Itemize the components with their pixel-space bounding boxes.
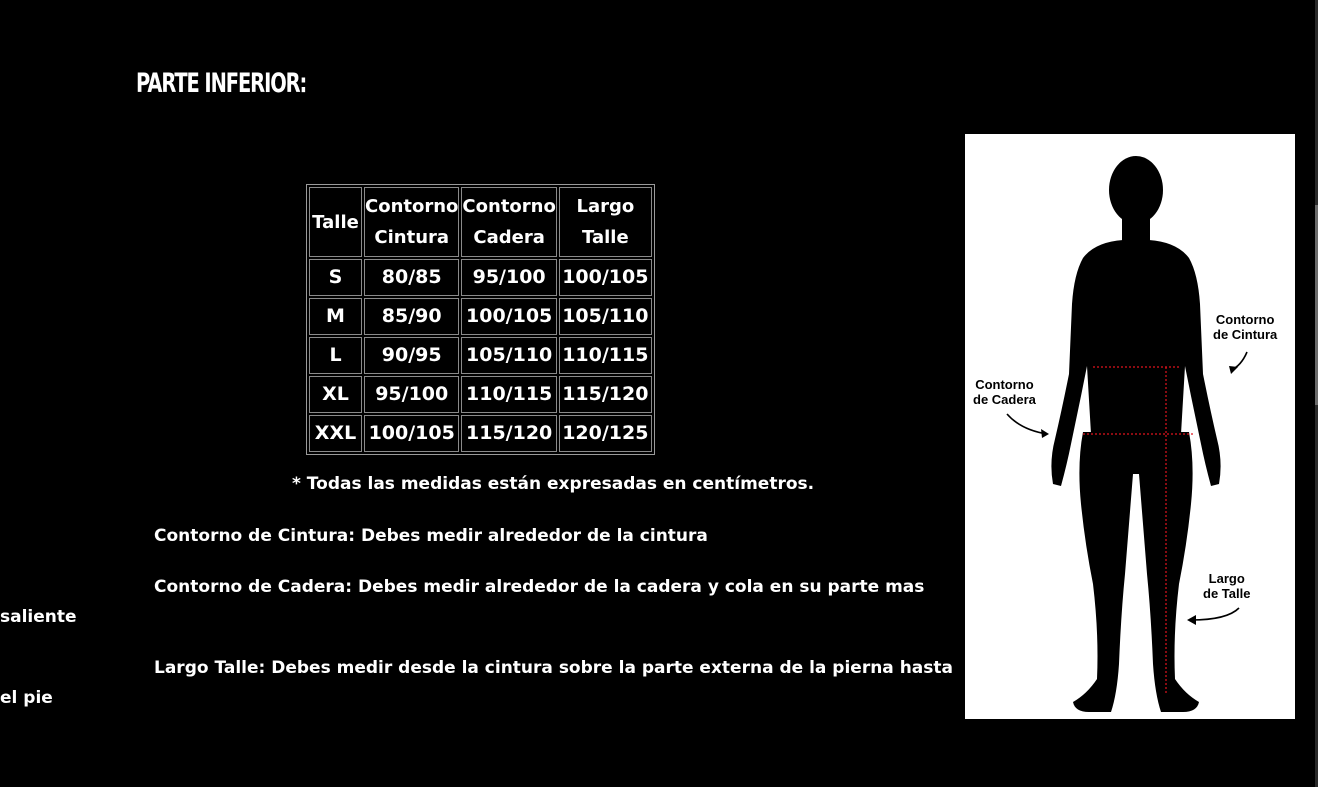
- cell-cintura: 85/90: [364, 298, 459, 335]
- header-contorno-cintura-line2: Cintura: [374, 227, 450, 248]
- header-talle: Talle: [309, 187, 362, 257]
- label-cadera-line2: de Cadera: [973, 392, 1036, 407]
- label-largo-talle: [1203, 571, 1250, 601]
- cell-cadera: 95/100: [461, 259, 556, 296]
- description-largo: Largo Talle: Debes medir desde la cintura sobre la parte externa de la pierna hasta el pie: [0, 658, 953, 708]
- header-largo-talle-line1: Largo: [576, 196, 635, 217]
- arrow-cadera-icon: [1007, 414, 1047, 434]
- header-contorno-cintura-line1: Contorno: [365, 196, 459, 217]
- size-table: [306, 184, 655, 455]
- cell-cadera: 110/115: [461, 376, 556, 413]
- cell-talle: L: [309, 337, 362, 374]
- cell-talle: S: [309, 259, 362, 296]
- cell-largo: 100/105: [559, 259, 652, 296]
- body-silhouette-image: [965, 134, 1295, 719]
- description-cadera: Contorno de Cadera: Debes medir alrededor de la cadera y cola en su parte mas saliente: [0, 577, 925, 627]
- header-largo-talle-line2: Talle: [582, 227, 629, 248]
- label-cadera-line1: Contorno: [975, 377, 1034, 392]
- cell-talle: XL: [309, 376, 362, 413]
- label-cintura-line2: de Cintura: [1213, 327, 1278, 342]
- cell-largo: 110/115: [559, 337, 652, 374]
- units-note: * Todas las medidas están expresadas en centímetros.: [292, 474, 815, 494]
- cell-cintura: 90/95: [364, 337, 459, 374]
- header-contorno-cintura: [364, 187, 459, 257]
- cell-largo: 105/110: [559, 298, 652, 335]
- cell-largo: 115/120: [559, 376, 652, 413]
- label-contorno-cadera: [973, 377, 1036, 407]
- cell-talle: M: [309, 298, 362, 335]
- label-largo-line1: Largo: [1208, 571, 1245, 586]
- cell-cadera: 105/110: [461, 337, 556, 374]
- cell-cadera: 100/105: [461, 298, 556, 335]
- label-largo-line2: de Talle: [1203, 586, 1251, 601]
- label-contorno-cintura: [1213, 312, 1277, 342]
- table-row: [309, 415, 652, 452]
- header-contorno-cadera-line2: Cadera: [473, 227, 545, 248]
- cell-cadera: 115/120: [461, 415, 556, 452]
- description-cintura: Contorno de Cintura: Debes medir alrededor de la cintura: [154, 526, 708, 546]
- cell-talle: XXL: [309, 415, 362, 452]
- body-measurement-figure: [965, 134, 1295, 719]
- table-row: [309, 376, 652, 413]
- page-title: PARTE INFERIOR:: [136, 68, 307, 99]
- cell-cintura: 80/85: [364, 259, 459, 296]
- cell-cintura: 95/100: [364, 376, 459, 413]
- table-row: [309, 259, 652, 296]
- table-header-row: [309, 187, 652, 257]
- arrow-largo-icon: [1191, 608, 1239, 620]
- label-cintura-line1: Contorno: [1215, 312, 1275, 327]
- table-row: [309, 298, 652, 335]
- cell-largo: 120/125: [559, 415, 652, 452]
- header-contorno-cadera-line1: Contorno: [462, 196, 556, 217]
- header-contorno-cadera: [461, 187, 556, 257]
- header-largo-talle: [559, 187, 652, 257]
- table-row: [309, 337, 652, 374]
- cell-cintura: 100/105: [364, 415, 459, 452]
